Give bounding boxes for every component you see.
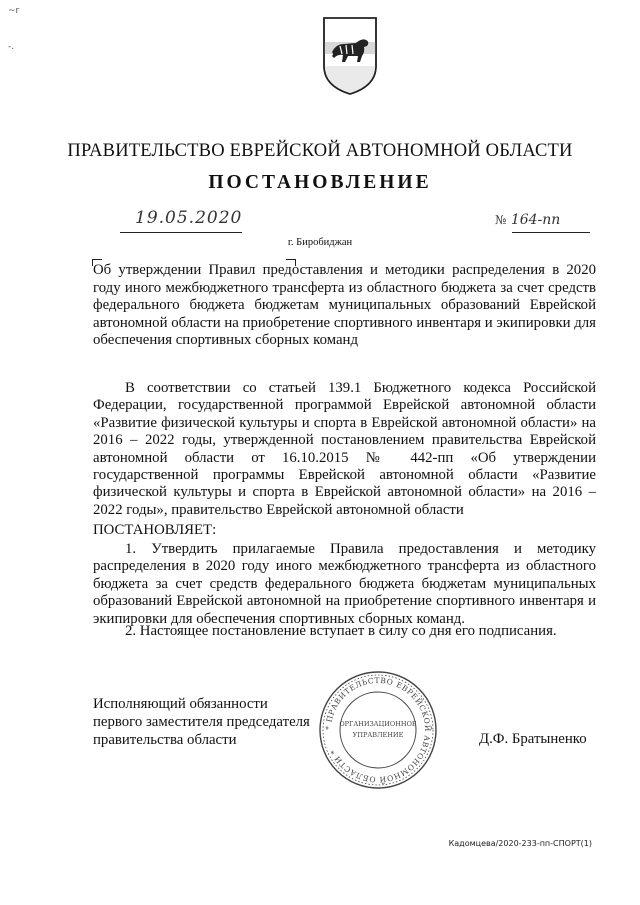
decree-word: ПОСТАНОВЛЯЕТ: — [93, 522, 217, 538]
document-subject: Об утверждении Правил предоставления и методики распределения в 2020 году иного межбюджетного трансферта из областного бюджета за счет средств федерального бюджета бюджетам муниципальных образований Еврейской автономной области на приобретение спортивного инвентаря и экипировки для обеспечения спортивных сборных команд — [93, 262, 596, 348]
coat-of-arms-emblem — [320, 14, 380, 98]
signer-title-line: правительства области — [93, 732, 237, 748]
stamp-center-line: ОРГАНИЗАЦИОННОЕ — [339, 720, 417, 728]
corner-mark-top: ~r — [8, 6, 20, 16]
government-title: ПРАВИТЕЛЬСТВО ЕВРЕЙСКОЙ АВТОНОМНОЙ ОБЛАСТИ — [67, 141, 573, 161]
signer-title-line: Исполняющий обязанности — [93, 696, 268, 712]
emblem-graphic — [320, 14, 380, 98]
signer-name: Д.Ф. Братыненко — [479, 731, 587, 747]
stamp-center-line: УПРАВЛЕНИЕ — [352, 731, 404, 739]
official-stamp — [316, 668, 440, 792]
city-line: г. Биробиджан — [287, 237, 353, 248]
number-underline — [512, 232, 590, 233]
document-type-title: ПОСТАНОВЛЕНИЕ — [208, 172, 432, 193]
corner-mark-lower: -. — [8, 42, 15, 52]
document-number — [495, 212, 560, 228]
number-value: 164-пп — [510, 212, 561, 228]
date-underline — [120, 232, 242, 233]
signer-title-line: первого заместителя председателя — [93, 714, 310, 730]
footer-reference: Кадомцева/2020-233-пп-СПОРТ(1) — [448, 839, 592, 848]
document-date: 19.05.2020 — [135, 208, 243, 228]
resolution-item-2: 2. Настоящее постановление вступает в силу со дня его подписания. — [125, 623, 557, 639]
preamble-paragraph: В соответствии со статьей 139.1 Бюджетного кодекса Российской Федерации, государственной программой Еврейской автономной области «Развитие физической культуры и спорта в Еврейской автономной области» на 2016 – 2022 годы, утвержденной постановлением правительства Еврейской автономной области от 16.10.2015 № 442-пп «Об утверждении государственной программы Еврейской автономной области «Развитие физической культуры и спорта в Еврейской автономной области» на 2016 – 2022 годы», правительство Еврейской автономной области — [93, 380, 596, 518]
resolution-item-1: 1. Утвердить прилагаемые Правила предоставления и методику распределения в 2020 году иного межбюджетного трансферта из областного бюджета за счет средств федерального бюджета бюджетам муниципальных образований Еврейской автономной на приобретение спортивного инвентаря и экипировки для обеспечения спортивных сборных команд. — [93, 541, 596, 627]
stamp-ring-text: * ПРАВИТЕЛЬСТВО ЕВРЕЙСКОЙ АВТОНОМНОЙ ОБЛАСТИ * — [323, 675, 433, 785]
number-sign: № — [495, 213, 507, 227]
signer-title — [93, 695, 310, 749]
stamp-graphic — [316, 668, 440, 792]
